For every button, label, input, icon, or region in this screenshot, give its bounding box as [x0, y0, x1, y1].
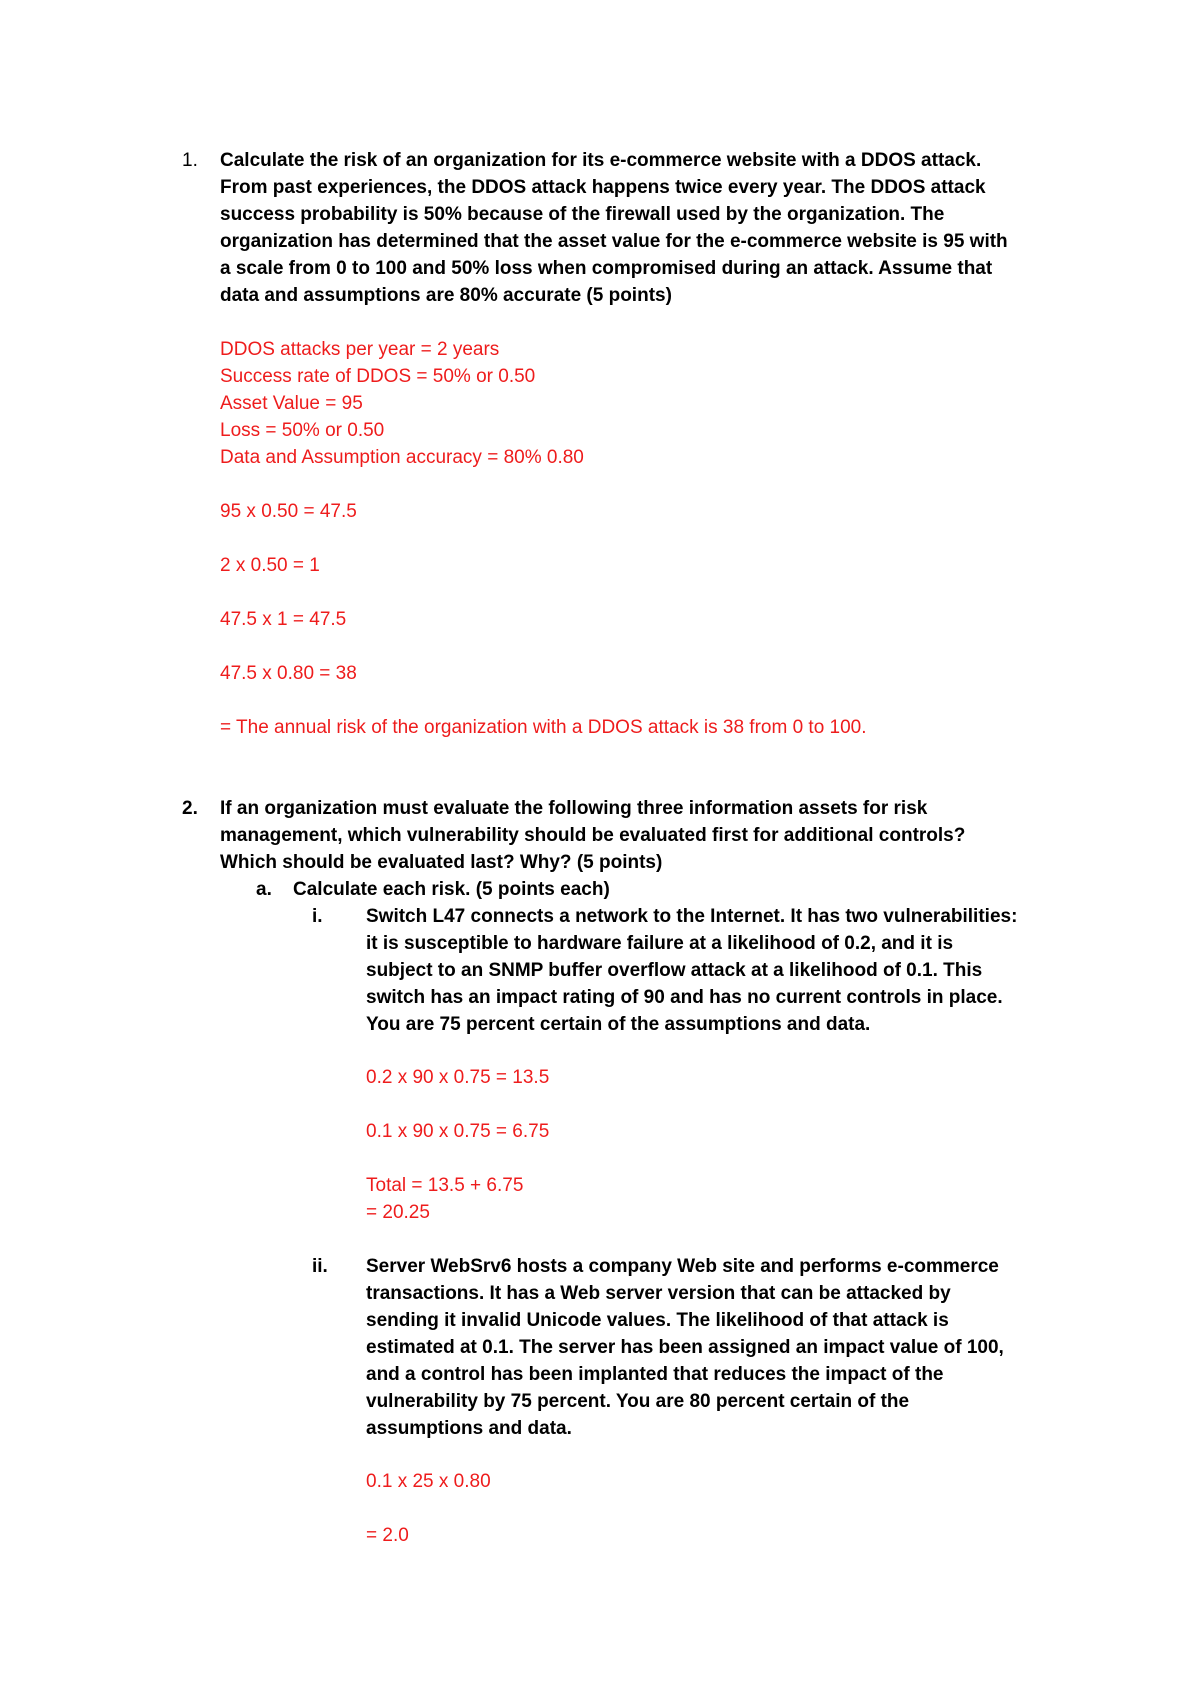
question-1-text: [220, 147, 1120, 309]
question-1-answer: [220, 336, 1120, 741]
item-i-line: switch has an impact rating of 90 and has no current controls in place.: [366, 987, 1003, 1008]
item-ii-answer: [366, 1468, 1066, 1549]
conclusion: = The annual risk of the organization with a DDOS attack is 38 from 0 to 100.: [220, 717, 867, 738]
total-result: = 20.25: [366, 1202, 430, 1223]
calculation: 0.2 x 90 x 0.75 = 13.5: [366, 1067, 550, 1088]
item-i-answer: [366, 1064, 1066, 1226]
calculation: 0.1 x 25 x 0.80: [366, 1471, 491, 1492]
item-ii-line: assumptions and data.: [366, 1418, 572, 1439]
question-1-line: success probability is 50% because of the firewall used by the organization. The: [220, 204, 945, 225]
item-ii-line: sending it invalid Unicode values. The likelihood of that attack is: [366, 1310, 949, 1331]
item-i-label: i.: [312, 906, 323, 927]
question-2-text: [220, 795, 1120, 876]
given-value: Loss = 50% or 0.50: [220, 420, 385, 441]
question-1-line: Calculate the risk of an organization for its e-commerce website with a DDOS attack.: [220, 150, 982, 171]
given-value: Asset Value = 95: [220, 393, 363, 414]
item-i-line: subject to an SNMP buffer overflow attack at a likelihood of 0.1. This: [366, 960, 983, 981]
item-i-line: Switch L47 connects a network to the Internet. It has two vulnerabilities:: [366, 906, 1018, 927]
question-1-line: data and assumptions are 80% accurate (5 points): [220, 285, 672, 306]
question-2-number: 2.: [182, 798, 198, 819]
item-ii-text: [366, 1253, 1126, 1442]
item-i-line: it is susceptible to hardware failure at a likelihood of 0.2, and it is: [366, 933, 954, 954]
calculation: 0.1 x 90 x 0.75 = 6.75: [366, 1121, 550, 1142]
question-2-line: Which should be evaluated last? Why? (5 points): [220, 852, 663, 873]
calculation: 47.5 x 1 = 47.5: [220, 609, 347, 630]
question-1-line: a scale from 0 to 100 and 50% loss when compromised during an attack. Assume that: [220, 258, 993, 279]
given-value: Success rate of DDOS = 50% or 0.50: [220, 366, 536, 387]
calculation: 2 x 0.50 = 1: [220, 555, 320, 576]
calculation: 47.5 x 0.80 = 38: [220, 663, 357, 684]
item-i-line: You are 75 percent certain of the assumptions and data.: [366, 1014, 871, 1035]
item-ii-line: transactions. It has a Web server version that can be attacked by: [366, 1283, 951, 1304]
subquestion-a-text: Calculate each risk. (5 points each): [293, 879, 610, 900]
item-ii-line: vulnerability by 75 percent. You are 80 percent certain of the: [366, 1391, 910, 1412]
question-2-line: management, which vulnerability should be evaluated first for additional controls?: [220, 825, 966, 846]
item-ii-line: Server WebSrv6 hosts a company Web site and performs e-commerce: [366, 1256, 999, 1277]
given-value: DDOS attacks per year = 2 years: [220, 339, 500, 360]
question-2-line: If an organization must evaluate the following three information assets for risk: [220, 798, 928, 819]
calculation: 95 x 0.50 = 47.5: [220, 501, 357, 522]
item-ii-line: estimated at 0.1. The server has been assigned an impact value of 100,: [366, 1337, 1004, 1358]
total: Total = 13.5 + 6.75: [366, 1175, 524, 1196]
question-1-number: 1.: [182, 150, 198, 171]
given-value: Data and Assumption accuracy = 80% 0.80: [220, 447, 584, 468]
item-ii-label: ii.: [312, 1256, 328, 1277]
item-ii-line: and a control has been implanted that reduces the impact of the: [366, 1364, 944, 1385]
question-1-line: organization has determined that the asset value for the e-commerce website is 95 with: [220, 231, 1008, 252]
question-1-line: From past experiences, the DDOS attack happens twice every year. The DDOS attack: [220, 177, 986, 198]
subquestion-a-label: a.: [256, 879, 272, 900]
item-i-text: [366, 903, 1126, 1038]
result: = 2.0: [366, 1525, 409, 1546]
